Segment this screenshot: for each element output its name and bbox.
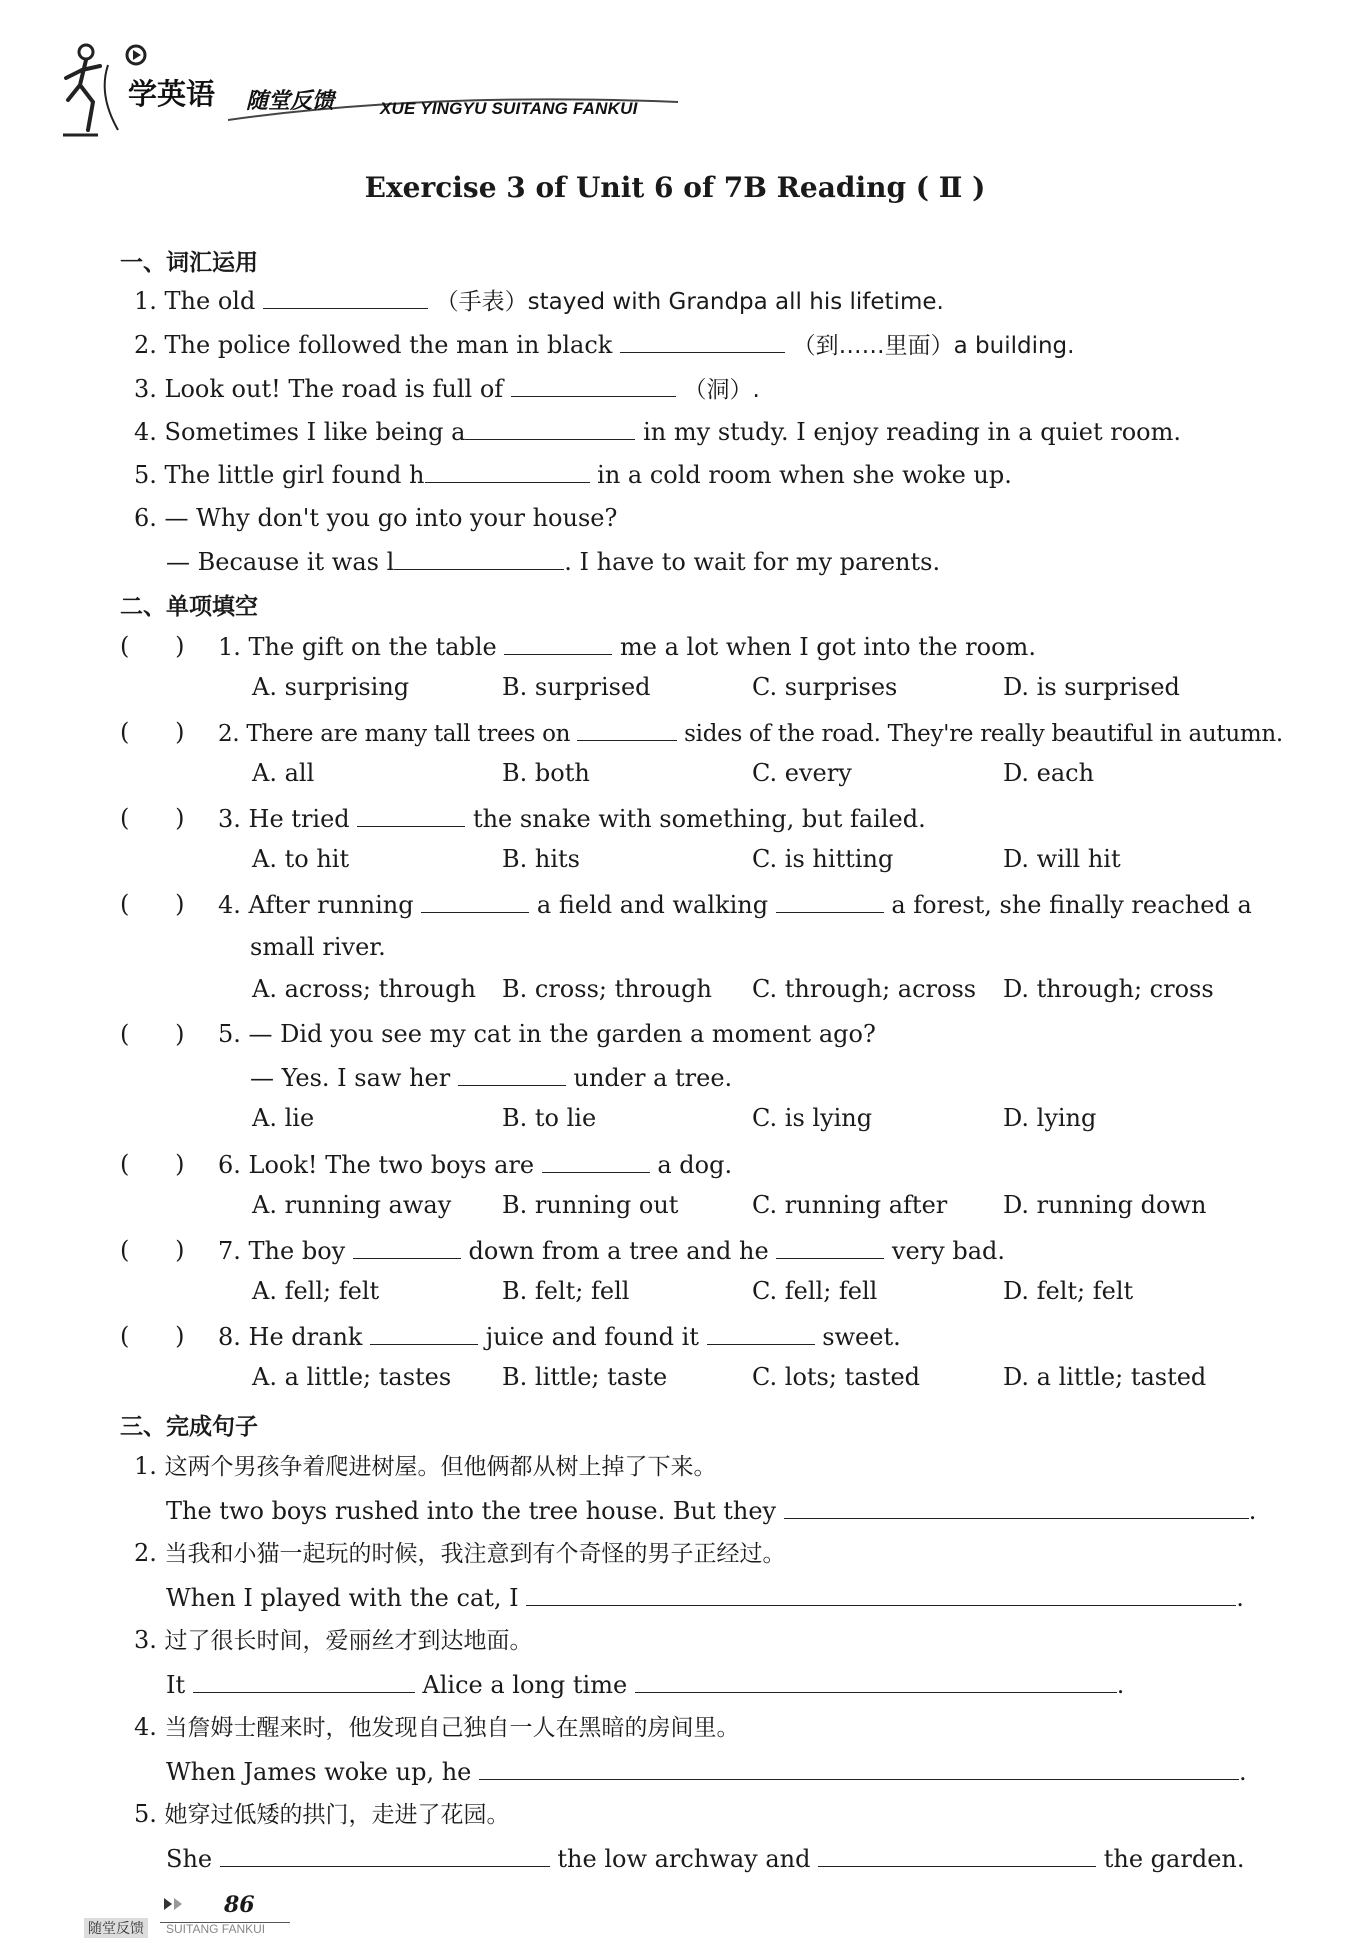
option-a[interactable]: A. fell; felt xyxy=(252,1277,380,1305)
answer-blank[interactable] xyxy=(465,415,635,440)
answer-paren[interactable]: ( ) xyxy=(120,804,185,832)
answer-blank[interactable] xyxy=(577,716,677,741)
option-d[interactable]: D. will hit xyxy=(1003,845,1121,873)
option-d[interactable]: D. felt; felt xyxy=(1003,1277,1134,1305)
option-a[interactable]: A. across; through xyxy=(252,975,476,1003)
mc-question-5-reply: — Yes. I saw her under a tree. xyxy=(250,1061,732,1094)
answer-paren[interactable]: ( ) xyxy=(120,632,185,660)
answer-paren[interactable]: ( ) xyxy=(120,890,185,918)
answer-paren[interactable]: ( ) xyxy=(120,1236,185,1264)
option-a[interactable]: A. to hit xyxy=(252,845,350,873)
translate-item-4-cn: 4. 当詹姆士醒来时，他发现自己独自一人在黑暗的房间里。 xyxy=(134,1713,740,1741)
option-a[interactable]: A. lie xyxy=(252,1104,315,1132)
vocab-item-6: 6. — Why don't you go into your house? xyxy=(134,504,618,532)
answer-paren[interactable]: ( ) xyxy=(120,1150,185,1178)
option-c[interactable]: C. surprises xyxy=(752,673,898,701)
answer-blank[interactable] xyxy=(776,1234,884,1259)
translate-item-5-en: She the low archway and the garden. xyxy=(166,1842,1244,1875)
header-brand-en: XUE YINGYU SUITANG FANKUI xyxy=(380,99,638,118)
translate-item-5-cn: 5. 她穿过低矮的拱门，走进了花园。 xyxy=(134,1800,510,1828)
translate-item-2-en: When I played with the cat, I . xyxy=(166,1581,1244,1614)
header-brand-cn2: 随堂反馈 xyxy=(246,89,335,114)
section2-heading: 二、单项填空 xyxy=(120,594,258,620)
option-b[interactable]: B. surprised xyxy=(502,673,651,701)
option-c[interactable]: C. is lying xyxy=(752,1104,873,1132)
answer-blank[interactable] xyxy=(421,888,529,913)
option-a[interactable]: A. running away xyxy=(252,1191,452,1219)
option-d[interactable]: D. running down xyxy=(1003,1191,1207,1219)
translate-item-1-en: The two boys rushed into the tree house. But they . xyxy=(166,1494,1256,1527)
option-b[interactable]: B. cross; through xyxy=(502,975,712,1003)
page-title: Exercise 3 of Unit 6 of 7B Reading ( Ⅱ ) xyxy=(364,171,986,204)
answer-blank[interactable] xyxy=(370,1320,478,1345)
translate-item-1-cn: 1. 这两个男孩争着爬进树屋。但他俩都从树上掉了下来。 xyxy=(134,1452,717,1480)
page-number: 86 xyxy=(224,1892,255,1918)
option-d[interactable]: D. through; cross xyxy=(1003,975,1214,1003)
answer-blank[interactable] xyxy=(394,545,564,570)
mc-question-6: 6. Look! The two boys are a dog. xyxy=(218,1148,732,1181)
answer-blank[interactable] xyxy=(784,1494,1249,1519)
option-c[interactable]: C. is hitting xyxy=(752,845,894,873)
translate-item-3-en: It Alice a long time . xyxy=(166,1668,1124,1701)
section1-heading: 一、词汇运用 xyxy=(120,250,258,276)
mc-question-2: 2. There are many tall trees on sides of the road. They're really beautiful in autumn. xyxy=(218,716,1283,750)
option-d[interactable]: D. each xyxy=(1003,759,1095,787)
answer-blank[interactable] xyxy=(620,328,785,353)
option-b[interactable]: B. running out xyxy=(502,1191,679,1219)
answer-blank[interactable] xyxy=(425,458,590,483)
answer-paren[interactable]: ( ) xyxy=(120,718,185,746)
translate-item-2-cn: 2. 当我和小猫一起玩的时候，我注意到有个奇怪的男子正经过。 xyxy=(134,1539,786,1567)
option-b[interactable]: B. both xyxy=(502,759,590,787)
answer-blank[interactable] xyxy=(526,1581,1236,1606)
vocab-item-5: 5. The little girl found h in a cold room when she woke up. xyxy=(134,458,1012,491)
option-b[interactable]: B. little; taste xyxy=(502,1363,668,1391)
mc-question-3: 3. He tried the snake with something, but failed. xyxy=(218,802,926,835)
vocab-item-4: 4. Sometimes I like being a in my study. I enjoy reading in a quiet room. xyxy=(134,415,1181,448)
answer-blank[interactable] xyxy=(479,1755,1239,1780)
answer-blank[interactable] xyxy=(776,888,884,913)
option-c[interactable]: C. lots; tasted xyxy=(752,1363,921,1391)
vocab-item-2: 2. The police followed the man in black （到……里面）a building. xyxy=(134,328,1074,362)
answer-paren[interactable]: ( ) xyxy=(120,1322,185,1350)
option-d[interactable]: D. lying xyxy=(1003,1104,1097,1132)
answer-blank[interactable] xyxy=(357,802,465,827)
mc-question-4-cont: small river. xyxy=(250,933,386,961)
option-c[interactable]: C. running after xyxy=(752,1191,948,1219)
mc-question-4: 4. After running a field and walking a forest, she finally reached a xyxy=(218,888,1252,921)
footer-arrow-icon xyxy=(164,1898,188,1910)
translate-item-3-cn: 3. 过了很长时间，爱丽丝才到达地面。 xyxy=(134,1626,533,1654)
answer-blank[interactable] xyxy=(220,1842,550,1867)
footer-brand-en: SUITANG FANKUI xyxy=(166,1922,266,1936)
answer-blank[interactable] xyxy=(511,372,676,397)
option-a[interactable]: A. a little; tastes xyxy=(252,1363,452,1391)
option-a[interactable]: A. surprising xyxy=(252,673,410,701)
translate-item-4-en: When James woke up, he . xyxy=(166,1755,1247,1788)
answer-blank[interactable] xyxy=(635,1668,1117,1693)
option-b[interactable]: B. hits xyxy=(502,845,580,873)
header-brand-cn: 学英语 xyxy=(128,77,216,111)
option-d[interactable]: D. a little; tasted xyxy=(1003,1363,1207,1391)
mc-question-1: 1. The gift on the table me a lot when I got into the room. xyxy=(218,630,1036,663)
option-d[interactable]: D. is surprised xyxy=(1003,673,1180,701)
page-header xyxy=(58,40,678,145)
vocab-item-1: 1. The old （手表）stayed with Grandpa all his lifetime. xyxy=(134,284,944,318)
vocab-item-6-answer: — Because it was l . I have to wait for my parents. xyxy=(166,545,940,578)
mc-question-5: 5. — Did you see my cat in the garden a moment ago? xyxy=(218,1020,876,1048)
answer-paren[interactable]: ( ) xyxy=(120,1020,185,1048)
vocab-item-3: 3. Look out! The road is full of （洞）. xyxy=(134,372,760,406)
footer-brand-cn: 随堂反馈 xyxy=(84,1918,148,1938)
mc-question-7: 7. The boy down from a tree and he very bad. xyxy=(218,1234,1005,1267)
answer-blank[interactable] xyxy=(542,1148,650,1173)
option-c[interactable]: C. every xyxy=(752,759,852,787)
answer-blank[interactable] xyxy=(458,1061,566,1086)
answer-blank[interactable] xyxy=(193,1668,415,1693)
answer-blank[interactable] xyxy=(707,1320,815,1345)
section3-heading: 三、完成句子 xyxy=(120,1414,258,1440)
option-a[interactable]: A. all xyxy=(252,759,315,787)
option-b[interactable]: B. to lie xyxy=(502,1104,597,1132)
mc-question-8: 8. He drank juice and found it sweet. xyxy=(218,1320,901,1353)
answer-blank[interactable] xyxy=(818,1842,1096,1867)
answer-blank[interactable] xyxy=(504,630,612,655)
answer-blank[interactable] xyxy=(353,1234,461,1259)
option-c[interactable]: C. fell; fell xyxy=(752,1277,878,1305)
option-c[interactable]: C. through; across xyxy=(752,975,977,1003)
option-b[interactable]: B. felt; fell xyxy=(502,1277,630,1305)
answer-blank[interactable] xyxy=(263,284,428,309)
